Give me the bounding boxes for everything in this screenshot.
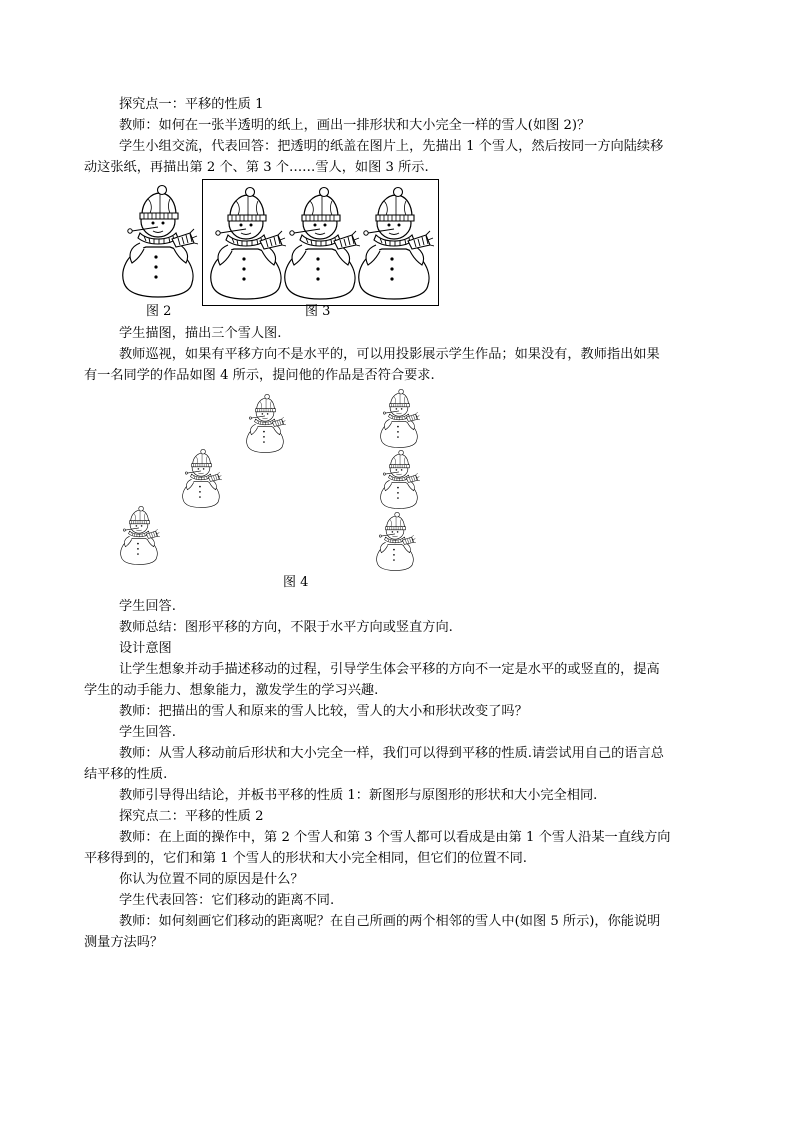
figure-2-snowman bbox=[118, 183, 198, 298]
figure-4-snowman bbox=[118, 505, 160, 565]
figure-2-caption: 图 2 bbox=[146, 304, 172, 319]
paragraph-line: 有一名同学的作品如图 4 所示，提问他的作品是否符合要求. bbox=[84, 368, 435, 383]
paragraph-line: 教师巡视，如果有平移方向不是水平的，可以用投影展示学生作品；如果没有，教师指出如果 bbox=[119, 347, 660, 362]
paragraph-line: 教师：把描出的雪人和原来的雪人比较，雪人的大小和形状改变了吗？ bbox=[119, 704, 528, 719]
paragraph-line: 教师：从雪人移动前后形状和大小完全一样，我们可以得到平移的性质.请尝试用自己的语言总 bbox=[119, 746, 664, 761]
paragraph-line: 测量方法吗？ bbox=[84, 935, 164, 950]
figure-4-snowman bbox=[244, 393, 286, 453]
paragraph-line: 学生代表回答：它们移动的距离不同. bbox=[119, 893, 335, 908]
figure-3-snowman-2 bbox=[280, 185, 360, 300]
paragraph-line: 平移得到的，它们和第 1 个雪人的形状和大小完全相同，但它们的位置不同. bbox=[84, 851, 527, 866]
section-heading-1: 探究点一：平移的性质 1 bbox=[119, 97, 264, 112]
figure-3-caption: 图 3 bbox=[305, 304, 331, 319]
paragraph-line: 学生的动手能力、想象能力，激发学生的学习兴趣. bbox=[84, 683, 379, 698]
figure-4-snowman bbox=[378, 388, 420, 448]
paragraph-line: 教师：如何刻画它们移动的距离呢？在自己所画的两个相邻的雪人中(如图 5 所示)，你能说明 bbox=[119, 914, 661, 929]
paragraph-line: 教师：在上面的操作中，第 2 个雪人和第 3 个雪人都可以看成是由第 1 个雪人沿某一直线方向 bbox=[119, 830, 671, 845]
paragraph-line: 教师引导得出结论，并板书平移的性质 1：新图形与原图形的形状和大小完全相同. bbox=[119, 788, 598, 803]
figure-4-caption: 图 4 bbox=[283, 575, 309, 590]
paragraph-line: 教师总结：图形平移的方向，不限于水平方向或竖直方向. bbox=[119, 620, 453, 635]
paragraph-line: 你认为位置不同的原因是什么？ bbox=[119, 872, 304, 887]
paragraph-line: 学生描图，描出三个雪人图. bbox=[119, 326, 282, 341]
figure-4-snowman bbox=[180, 448, 222, 508]
paragraph-line: 让学生想象并动手描述移动的过程，引导学生体会平移的方向不一定是水平的或竖直的，提高 bbox=[119, 662, 660, 677]
figure-4-snowman bbox=[378, 449, 420, 509]
section-heading-2: 探究点二：平移的性质 2 bbox=[119, 809, 264, 824]
paragraph-line: 教师：如何在一张半透明的纸上，画出一排形状和大小完全一样的雪人(如图 2)？ bbox=[119, 118, 591, 133]
design-intent-heading: 设计意图 bbox=[119, 641, 172, 656]
paragraph-line: 结平移的性质. bbox=[84, 767, 168, 782]
figure-3-snowman-3 bbox=[354, 185, 434, 300]
paragraph-line: 学生小组交流，代表回答：把透明的纸盖在图片上，先描出 1 个雪人，然后按同一方向陆续移 bbox=[119, 139, 664, 154]
figure-4-snowman bbox=[374, 511, 416, 571]
paragraph-line: 学生回答. bbox=[119, 725, 176, 740]
paragraph-line: 动这张纸，再描出第 2 个、第 3 个……雪人，如图 3 所示. bbox=[84, 160, 429, 175]
paragraph-line: 学生回答. bbox=[119, 599, 176, 614]
figure-3-snowman-1 bbox=[206, 185, 286, 300]
